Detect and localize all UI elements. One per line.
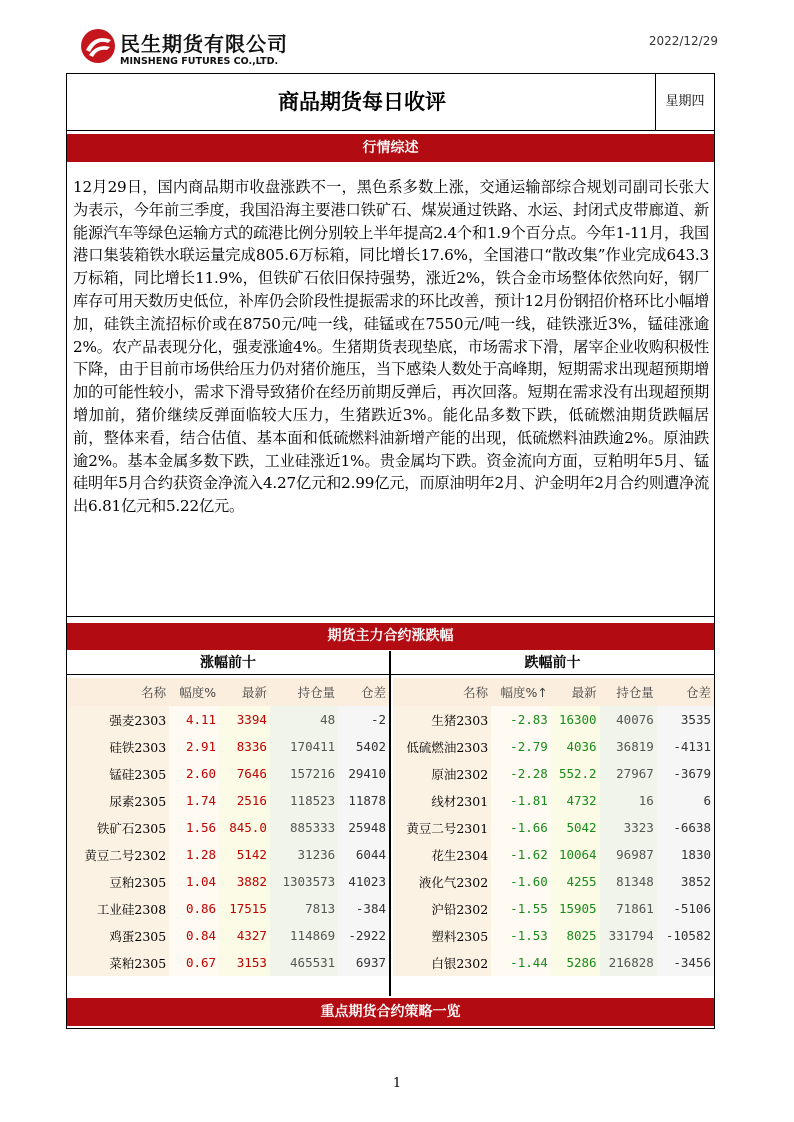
last-price-cell: 4327 <box>219 922 270 949</box>
contract-name-cell: 豆粕2305 <box>67 868 169 895</box>
change-pct-cell: 1.04 <box>169 868 219 895</box>
last-price-cell: 15905 <box>551 895 600 922</box>
oi-change-cell: -10582 <box>657 922 714 949</box>
oi-change-cell: -3679 <box>657 760 714 787</box>
last-price-cell: 3153 <box>219 949 270 976</box>
oi-change-cell: 6937 <box>338 949 389 976</box>
table-row <box>393 895 714 922</box>
section-header-strategy: 重点期货合约策略一览 <box>67 998 714 1026</box>
change-pct-cell: -1.44 <box>491 949 551 976</box>
contract-name-cell: 生猪2303 <box>393 706 491 733</box>
losers-title: 跌幅前十 <box>391 652 714 675</box>
change-pct-cell: 1.74 <box>169 787 219 814</box>
change-pct-cell: -1.81 <box>491 787 551 814</box>
page-number: 1 <box>392 1076 402 1091</box>
col-pct-header: 幅度%↑ <box>491 678 551 706</box>
col-name-header: 名称 <box>393 678 491 706</box>
oi-change-cell: -2 <box>338 706 389 733</box>
open-interest-cell: 36819 <box>600 733 657 760</box>
col-oi-header: 持仓量 <box>600 678 657 706</box>
last-price-cell: 17515 <box>219 895 270 922</box>
losers-table <box>393 678 714 976</box>
oi-change-cell: 3535 <box>657 706 714 733</box>
last-price-cell: 7646 <box>219 760 270 787</box>
table-row <box>393 787 714 814</box>
table-row <box>67 922 389 949</box>
open-interest-cell: 7813 <box>270 895 338 922</box>
report-date: 2022/12/29 <box>648 34 718 48</box>
col-last-header: 最新 <box>551 678 600 706</box>
open-interest-cell: 31236 <box>270 841 338 868</box>
last-price-cell: 5286 <box>551 949 600 976</box>
last-price-cell: 3882 <box>219 868 270 895</box>
title-row <box>67 74 714 131</box>
contract-name-cell: 尿素2305 <box>67 787 169 814</box>
contract-name-cell: 工业硅2308 <box>67 895 169 922</box>
table-divider <box>389 651 391 996</box>
open-interest-cell: 216828 <box>600 949 657 976</box>
market-summary: 12月29日，国内商品期市收盘涨跌不一，黑色系多数上涨，交通运输部综合规划司副司长张大为表示，今年前三季度，我国沿海主要港口铁矿石、煤炭通过铁路、水运、封闭式皮带廊道、新能源汽车等绿色运输方式的疏港比例分别较上半年提高2.4个和1.9个百分点。今年1-11月，我国港口集装箱铁水联运量完成805.6万标箱，同比增长17.6%，全国港口“散改集”作业完成643.3万标箱，同比增长11.9%，但铁矿石依旧保持强势，涨近2%，铁合金市场整体依然向好，钢厂库存可用天数历史低位，补库仍会阶段性提振需求的环比改善，预计12月份钢招价格环比小幅增加，硅铁主流招标价或在8750元/吨一线，硅锰或在7550元/吨一线，硅铁涨近3%，锰硅涨逾2%。农产品表现分化，强麦涨逾4%。生猪期货表现垫底，市场需求下滑，屠宰企业收购积极性下降，由于目前市场供给压力仍对猪价施压，当下感染人数处于高峰期，短期需求出现超预期增加的可能性较小，需求下滑导致猪价在经历前期反弹后，再次回落。短期在需求没有出现超预期增加前，猪价继续反弹面临较大压力，生猪跌近3%。能化品多数下跌，低硫燃油期货跌幅居前，整体来看，结合估值、基本面和低硫燃料油新增产能的出现，低硫燃料油跌逾2%。原油跌逾2%。基本金属多数下跌，工业硅涨近1%。贵金属均下跌。资金流向方面，豆粕明年5月、锰硅明年5月合约获资金净流入4.27亿元和2.99亿元，而原油明年2月、沪金明年2月合约则遭净流出6.81亿元和5.22亿元。 <box>73 178 709 516</box>
table-row <box>67 814 389 841</box>
contract-name-cell: 锰硅2305 <box>67 760 169 787</box>
open-interest-cell: 118523 <box>270 787 338 814</box>
table-row <box>393 922 714 949</box>
contract-name-cell: 硅铁2303 <box>67 733 169 760</box>
contract-name-cell: 液化气2302 <box>393 868 491 895</box>
oi-change-cell: 6 <box>657 787 714 814</box>
open-interest-cell: 114869 <box>270 922 338 949</box>
open-interest-cell: 40076 <box>600 706 657 733</box>
oi-change-cell: 25948 <box>338 814 389 841</box>
oi-change-cell: 11878 <box>338 787 389 814</box>
change-pct-cell: -2.83 <box>491 706 551 733</box>
last-price-cell: 8025 <box>551 922 600 949</box>
change-pct-cell: -1.53 <box>491 922 551 949</box>
table-header-row <box>393 678 714 706</box>
open-interest-cell: 48 <box>270 706 338 733</box>
change-pct-cell: -1.66 <box>491 814 551 841</box>
table-row <box>393 706 714 733</box>
col-name-header: 名称 <box>67 678 169 706</box>
last-price-cell: 10064 <box>551 841 600 868</box>
table-header-row <box>67 678 389 706</box>
last-price-cell: 4732 <box>551 787 600 814</box>
oi-change-cell: 6044 <box>338 841 389 868</box>
open-interest-cell: 3323 <box>600 814 657 841</box>
oi-change-cell: -5106 <box>657 895 714 922</box>
oi-change-cell: 1830 <box>657 841 714 868</box>
last-price-cell: 4255 <box>551 868 600 895</box>
last-price-cell: 3394 <box>219 706 270 733</box>
change-pct-cell: 4.11 <box>169 706 219 733</box>
contract-name-cell: 塑料2305 <box>393 922 491 949</box>
col-diff-header: 仓差 <box>657 678 714 706</box>
oi-change-cell: 41023 <box>338 868 389 895</box>
table-row <box>67 787 389 814</box>
open-interest-cell: 331794 <box>600 922 657 949</box>
oi-change-cell: -3456 <box>657 949 714 976</box>
change-pct-cell: 1.28 <box>169 841 219 868</box>
change-pct-cell: -1.60 <box>491 868 551 895</box>
col-last-header: 最新 <box>219 678 270 706</box>
contract-name-cell: 鸡蛋2305 <box>67 922 169 949</box>
contract-name-cell: 线材2301 <box>393 787 491 814</box>
col-diff-header: 仓差 <box>338 678 389 706</box>
change-pct-cell: 2.60 <box>169 760 219 787</box>
table-row <box>393 760 714 787</box>
table-row <box>67 760 389 787</box>
open-interest-cell: 71861 <box>600 895 657 922</box>
contract-name-cell: 低硫燃油2303 <box>393 733 491 760</box>
table-row <box>67 841 389 868</box>
oi-change-cell: 29410 <box>338 760 389 787</box>
last-price-cell: 16300 <box>551 706 600 733</box>
table-row <box>67 949 389 976</box>
change-pct-cell: -2.28 <box>491 760 551 787</box>
last-price-cell: 2516 <box>219 787 270 814</box>
contract-name-cell: 花生2304 <box>393 841 491 868</box>
open-interest-cell: 157216 <box>270 760 338 787</box>
report-frame <box>66 73 715 1029</box>
gainers-title: 涨幅前十 <box>67 652 389 675</box>
contract-name-cell: 沪铅2302 <box>393 895 491 922</box>
gainers-table <box>67 678 389 976</box>
contract-name-cell: 白银2302 <box>393 949 491 976</box>
change-pct-cell: -1.55 <box>491 895 551 922</box>
change-pct-cell: -1.62 <box>491 841 551 868</box>
open-interest-cell: 170411 <box>270 733 338 760</box>
contract-name-cell: 强麦2303 <box>67 706 169 733</box>
contract-name-cell: 铁矿石2305 <box>67 814 169 841</box>
open-interest-cell: 96987 <box>600 841 657 868</box>
section-header-movers: 期货主力合约涨跌幅 <box>67 623 714 650</box>
last-price-cell: 552.2 <box>551 760 600 787</box>
company-name-en: MINSHENG FUTURES CO.,LTD. <box>120 56 279 67</box>
oi-change-cell: -384 <box>338 895 389 922</box>
section-divider <box>67 616 714 617</box>
table-row <box>393 949 714 976</box>
open-interest-cell: 81348 <box>600 868 657 895</box>
col-oi-header: 持仓量 <box>270 678 338 706</box>
change-pct-cell: 2.91 <box>169 733 219 760</box>
table-row <box>393 814 714 841</box>
minsheng-logo-icon <box>80 28 116 64</box>
weekday-label: 星期四 <box>655 74 714 130</box>
company-name-cn: 民生期货有限公司 <box>120 32 288 56</box>
oi-change-cell: -2922 <box>338 922 389 949</box>
last-price-cell: 5142 <box>219 841 270 868</box>
table-row <box>67 895 389 922</box>
company-logo <box>80 26 320 72</box>
open-interest-cell: 16 <box>600 787 657 814</box>
open-interest-cell: 1303573 <box>270 868 338 895</box>
open-interest-cell: 27967 <box>600 760 657 787</box>
open-interest-cell: 885333 <box>270 814 338 841</box>
contract-name-cell: 黄豆二号2302 <box>67 841 169 868</box>
table-row <box>393 841 714 868</box>
last-price-cell: 5042 <box>551 814 600 841</box>
oi-change-cell: -6638 <box>657 814 714 841</box>
table-row <box>67 733 389 760</box>
table-row <box>67 868 389 895</box>
change-pct-cell: -2.79 <box>491 733 551 760</box>
table-row <box>393 868 714 895</box>
section-header-overview: 行情综述 <box>67 134 714 162</box>
last-price-cell: 8336 <box>219 733 270 760</box>
contract-name-cell: 原油2302 <box>393 760 491 787</box>
last-price-cell: 845.0 <box>219 814 270 841</box>
change-pct-cell: 0.84 <box>169 922 219 949</box>
open-interest-cell: 465531 <box>270 949 338 976</box>
change-pct-cell: 1.56 <box>169 814 219 841</box>
table-row <box>393 733 714 760</box>
oi-change-cell: 3852 <box>657 868 714 895</box>
oi-change-cell: -4131 <box>657 733 714 760</box>
contract-name-cell: 黄豆二号2301 <box>393 814 491 841</box>
change-pct-cell: 0.67 <box>169 949 219 976</box>
col-pct-header: 幅度% <box>169 678 219 706</box>
oi-change-cell: 5402 <box>338 733 389 760</box>
last-price-cell: 4036 <box>551 733 600 760</box>
report-title: 商品期货每日收评 <box>278 89 446 114</box>
change-pct-cell: 0.86 <box>169 895 219 922</box>
contract-name-cell: 菜粕2305 <box>67 949 169 976</box>
table-row <box>67 706 389 733</box>
